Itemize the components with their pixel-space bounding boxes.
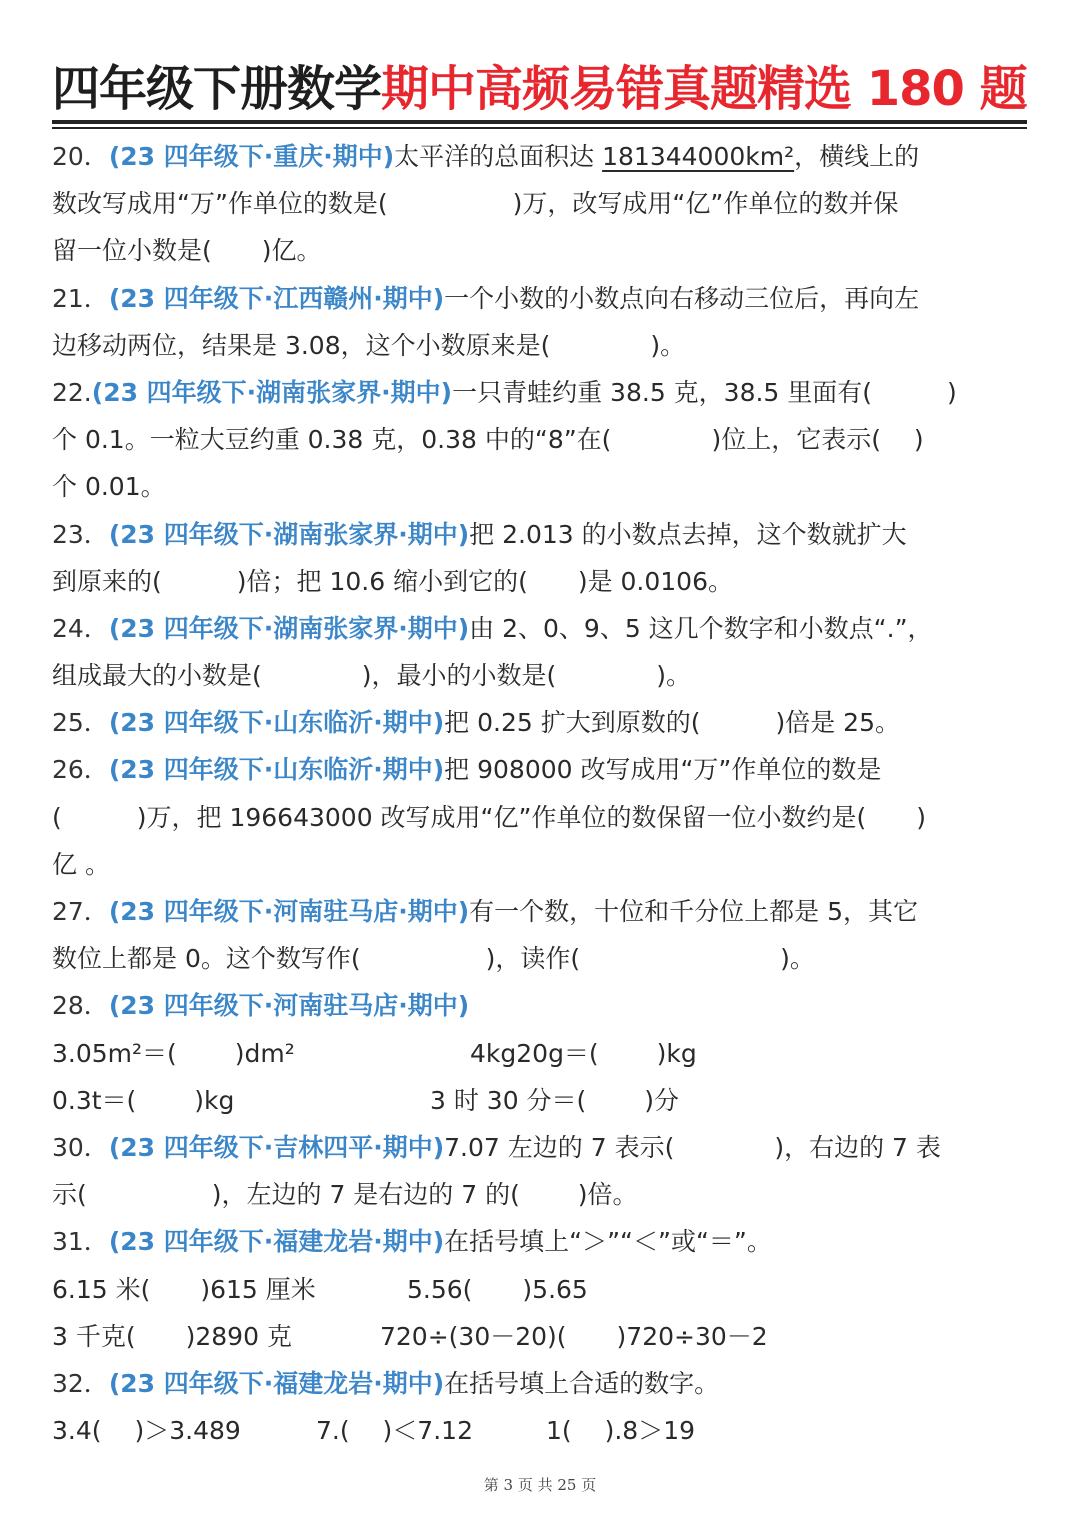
question-30-line2: 示( )，左边的 7 是右边的 7 的( )倍。 — [52, 1180, 638, 1210]
question-24-line2: 组成最大的小数是( )，最小的小数是( )。 — [52, 661, 692, 691]
page-title — [52, 58, 1032, 120]
question-text: 把 908000 改写成用“万”作单位的数是 — [444, 755, 882, 785]
conversion-item: 3.05m²＝( )dm² — [52, 1038, 295, 1068]
digit-fill-item: 1( ).8＞19 — [546, 1416, 696, 1446]
question-text: 一只青蛙约重 38.5 克，38.5 里面有( ) — [452, 377, 957, 407]
question-28-row2 — [52, 1077, 1028, 1124]
question-text: 由 2、0、9、5 这几个数字和小数点“.”， — [469, 613, 933, 643]
question-number: 20． — [52, 142, 109, 171]
question-32-row1 — [52, 1407, 1028, 1454]
question-31-row2 — [52, 1313, 1028, 1360]
question-20-line2: 数改写成用“万”作单位的数是( )万，改写成用“亿”作单位的数并保 — [52, 189, 899, 219]
question-text: 把 0.25 扩大到原数的( )倍是 25。 — [444, 708, 900, 738]
question-26 — [52, 746, 1028, 793]
question-number: 22. — [52, 377, 92, 407]
question-source: (23 四年级下·河南驻马店·期中) — [108, 991, 470, 1021]
question-number: 23． — [52, 519, 109, 549]
question-20 — [52, 133, 1028, 180]
question-23-line2: 到原来的( )倍；把 10.6 缩小到它的( )是 0.0106。 — [52, 566, 733, 596]
question-24 — [52, 605, 1028, 652]
question-25 — [52, 699, 1028, 746]
question-source: (23 四年级下·江西赣州·期中) — [108, 283, 445, 313]
page-number: 第 3 页 共 25 页 — [483, 1476, 597, 1494]
question-21-line2: 边移动两位，结果是 3.08，这个小数原来是( )。 — [52, 330, 686, 360]
conversion-item: 4kg20g＝( )kg — [470, 1038, 697, 1068]
question-23 — [52, 511, 1028, 558]
comparison-item: 3 千克( )2890 克 — [52, 1321, 292, 1351]
question-22-line2: 个 0.1。一粒大豆约重 0.38 克，0.38 中的“8”在( )位上，它表示( ) — [52, 425, 924, 455]
question-number: 30． — [52, 1132, 109, 1162]
question-27-line2: 数位上都是 0。这个数写作( )，读作( )。 — [52, 944, 815, 974]
question-source: (23 四年级下·湖南张家界·期中) — [91, 377, 453, 407]
question-text: 7.07 左边的 7 表示( )，右边的 7 表 — [444, 1132, 941, 1162]
question-number: 27． — [52, 897, 109, 926]
question-source: (23 四年级下·湖南张家界·期中) — [108, 519, 470, 549]
question-source: (23 四年级下·山东临沂·期中) — [108, 708, 445, 738]
question-text: 在括号填上合适的数字。 — [444, 1368, 720, 1398]
question-source: (23 四年级下·河南驻马店·期中) — [108, 897, 470, 926]
digit-fill-item: 3.4( )＞3.489 — [52, 1416, 241, 1446]
question-number: 24． — [52, 613, 109, 643]
title-rule-thin — [52, 127, 1027, 129]
question-number: 28． — [52, 991, 109, 1021]
question-list — [52, 133, 1028, 1454]
title-rule-thick — [52, 120, 1027, 124]
question-number: 26． — [52, 755, 109, 785]
question-text: 有一个数，十位和千分位上都是 5，其它 — [469, 897, 919, 926]
question-number: 25． — [52, 708, 109, 738]
question-31 — [52, 1218, 1028, 1265]
question-31-row1 — [52, 1266, 1028, 1313]
question-30 — [52, 1124, 1028, 1171]
question-text: 一个小数的小数点向右移动三位后，再向左 — [444, 283, 920, 313]
question-text: ，横线上的 — [794, 142, 920, 171]
digit-fill-item: 7.( )＜7.12 — [316, 1416, 473, 1446]
question-22-line3: 个 0.01。 — [52, 472, 166, 502]
question-28-row1 — [52, 1030, 1028, 1077]
title-grade: 四年级下册数学 — [52, 61, 382, 117]
question-32 — [52, 1360, 1028, 1407]
underlined-number: 181344000km² — [602, 142, 795, 171]
question-26-line3: 亿 。 — [52, 849, 110, 879]
question-22 — [52, 369, 1028, 416]
title-highlight: 期中高频易错真题精选 180 题 — [381, 61, 1027, 117]
question-27 — [52, 888, 1028, 935]
question-text: 把 2.013 的小数点去掉，这个数就扩大 — [469, 519, 907, 549]
question-number: 32． — [52, 1368, 109, 1398]
comparison-item: 6.15 米( )615 厘米 — [52, 1274, 316, 1304]
question-source: (23 四年级下·山东临沂·期中) — [108, 755, 445, 785]
comparison-item: 5.56( )5.65 — [407, 1274, 588, 1304]
question-source: (23 四年级下·吉林四平·期中) — [108, 1132, 445, 1162]
conversion-item: 0.3t＝( )kg — [52, 1085, 235, 1115]
question-source: (23 四年级下·湖南张家界·期中) — [108, 613, 470, 643]
question-number: 21． — [52, 283, 109, 313]
question-text: 太平洋的总面积达 — [394, 142, 603, 171]
question-source: (23 四年级下·重庆·期中) — [108, 142, 395, 171]
question-number: 31． — [52, 1227, 109, 1257]
question-text: 在括号填上“＞”“＜”或“＝”。 — [444, 1227, 772, 1257]
question-20-line3: 留一位小数是( )亿。 — [52, 236, 322, 266]
question-28 — [52, 982, 1028, 1029]
question-source: (23 四年级下·福建龙岩·期中) — [108, 1368, 445, 1398]
question-source: (23 四年级下·福建龙岩·期中) — [108, 1227, 445, 1257]
comparison-item: 720÷(30－20)( )720÷30－2 — [380, 1321, 768, 1351]
question-26-line2: ( )万，把 196643000 改写成用“亿”作单位的数保留一位小数约是( ) — [52, 802, 926, 832]
question-21 — [52, 275, 1028, 322]
conversion-item: 3 时 30 分＝( )分 — [430, 1085, 680, 1115]
